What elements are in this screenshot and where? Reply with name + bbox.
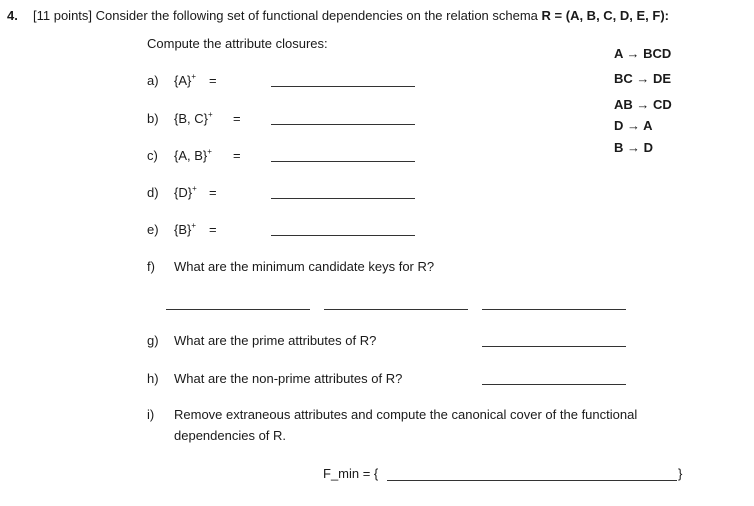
answer-blank[interactable] — [482, 309, 626, 310]
fmin-closing-brace: } — [678, 466, 683, 481]
fmin-answer-blank[interactable] — [387, 480, 677, 481]
answer-blank[interactable] — [482, 346, 626, 347]
question-text: What are the prime attributes of R? — [174, 333, 377, 348]
question-label: g) — [147, 333, 159, 348]
closure-label: e) — [147, 222, 159, 237]
equals-sign: = — [233, 148, 241, 163]
answer-blank[interactable] — [271, 161, 415, 162]
equals-sign: = — [209, 222, 217, 237]
fd-item: D → A — [614, 118, 653, 133]
closure-label: d) — [147, 185, 159, 200]
question-text: What are the minimum candidate keys for R? — [174, 259, 435, 274]
relation-schema: R = (A, B, C, D, E, F): — [541, 8, 670, 23]
closure-set: {B}+ — [174, 220, 197, 237]
question-label: h) — [147, 371, 159, 386]
answer-blank[interactable] — [166, 309, 310, 310]
answer-blank[interactable] — [271, 124, 415, 125]
closure-label: c) — [147, 148, 158, 163]
answer-blank[interactable] — [271, 86, 415, 87]
answer-blank[interactable] — [324, 309, 468, 310]
question-header — [33, 8, 669, 23]
answer-blank[interactable] — [271, 235, 415, 236]
closure-set: {A, B}+ — [174, 146, 212, 163]
question-text-continued: dependencies of R. — [174, 428, 287, 443]
answer-blank[interactable] — [271, 198, 415, 199]
fd-item: A → BCD — [614, 46, 672, 61]
closure-label: a) — [147, 73, 159, 88]
header-text: [11 points] Consider the following set of functional dependencies on the relation schema — [33, 8, 542, 23]
closure-label: b) — [147, 111, 159, 126]
fd-item: BC → DE — [614, 71, 672, 86]
closure-set: {B, C}+ — [174, 109, 213, 126]
question-text: Remove extraneous attributes and compute the canonical cover of the functional — [174, 407, 638, 422]
fd-item: AB → CD — [614, 97, 672, 112]
closure-set: {A}+ — [174, 71, 197, 88]
closure-set: {D}+ — [174, 183, 197, 200]
answer-blank[interactable] — [482, 384, 626, 385]
question-label: i) — [147, 407, 155, 422]
equals-sign: = — [233, 111, 241, 126]
question-text: What are the non-prime attributes of R? — [174, 371, 403, 386]
fmin-label: F_min = { — [323, 466, 379, 481]
equals-sign: = — [209, 185, 217, 200]
fd-item: B → D — [614, 140, 653, 155]
closure-instruction: Compute the attribute closures: — [147, 36, 328, 51]
equals-sign: = — [209, 73, 217, 88]
question-label: f) — [147, 259, 155, 274]
question-number: 4. — [7, 8, 18, 23]
